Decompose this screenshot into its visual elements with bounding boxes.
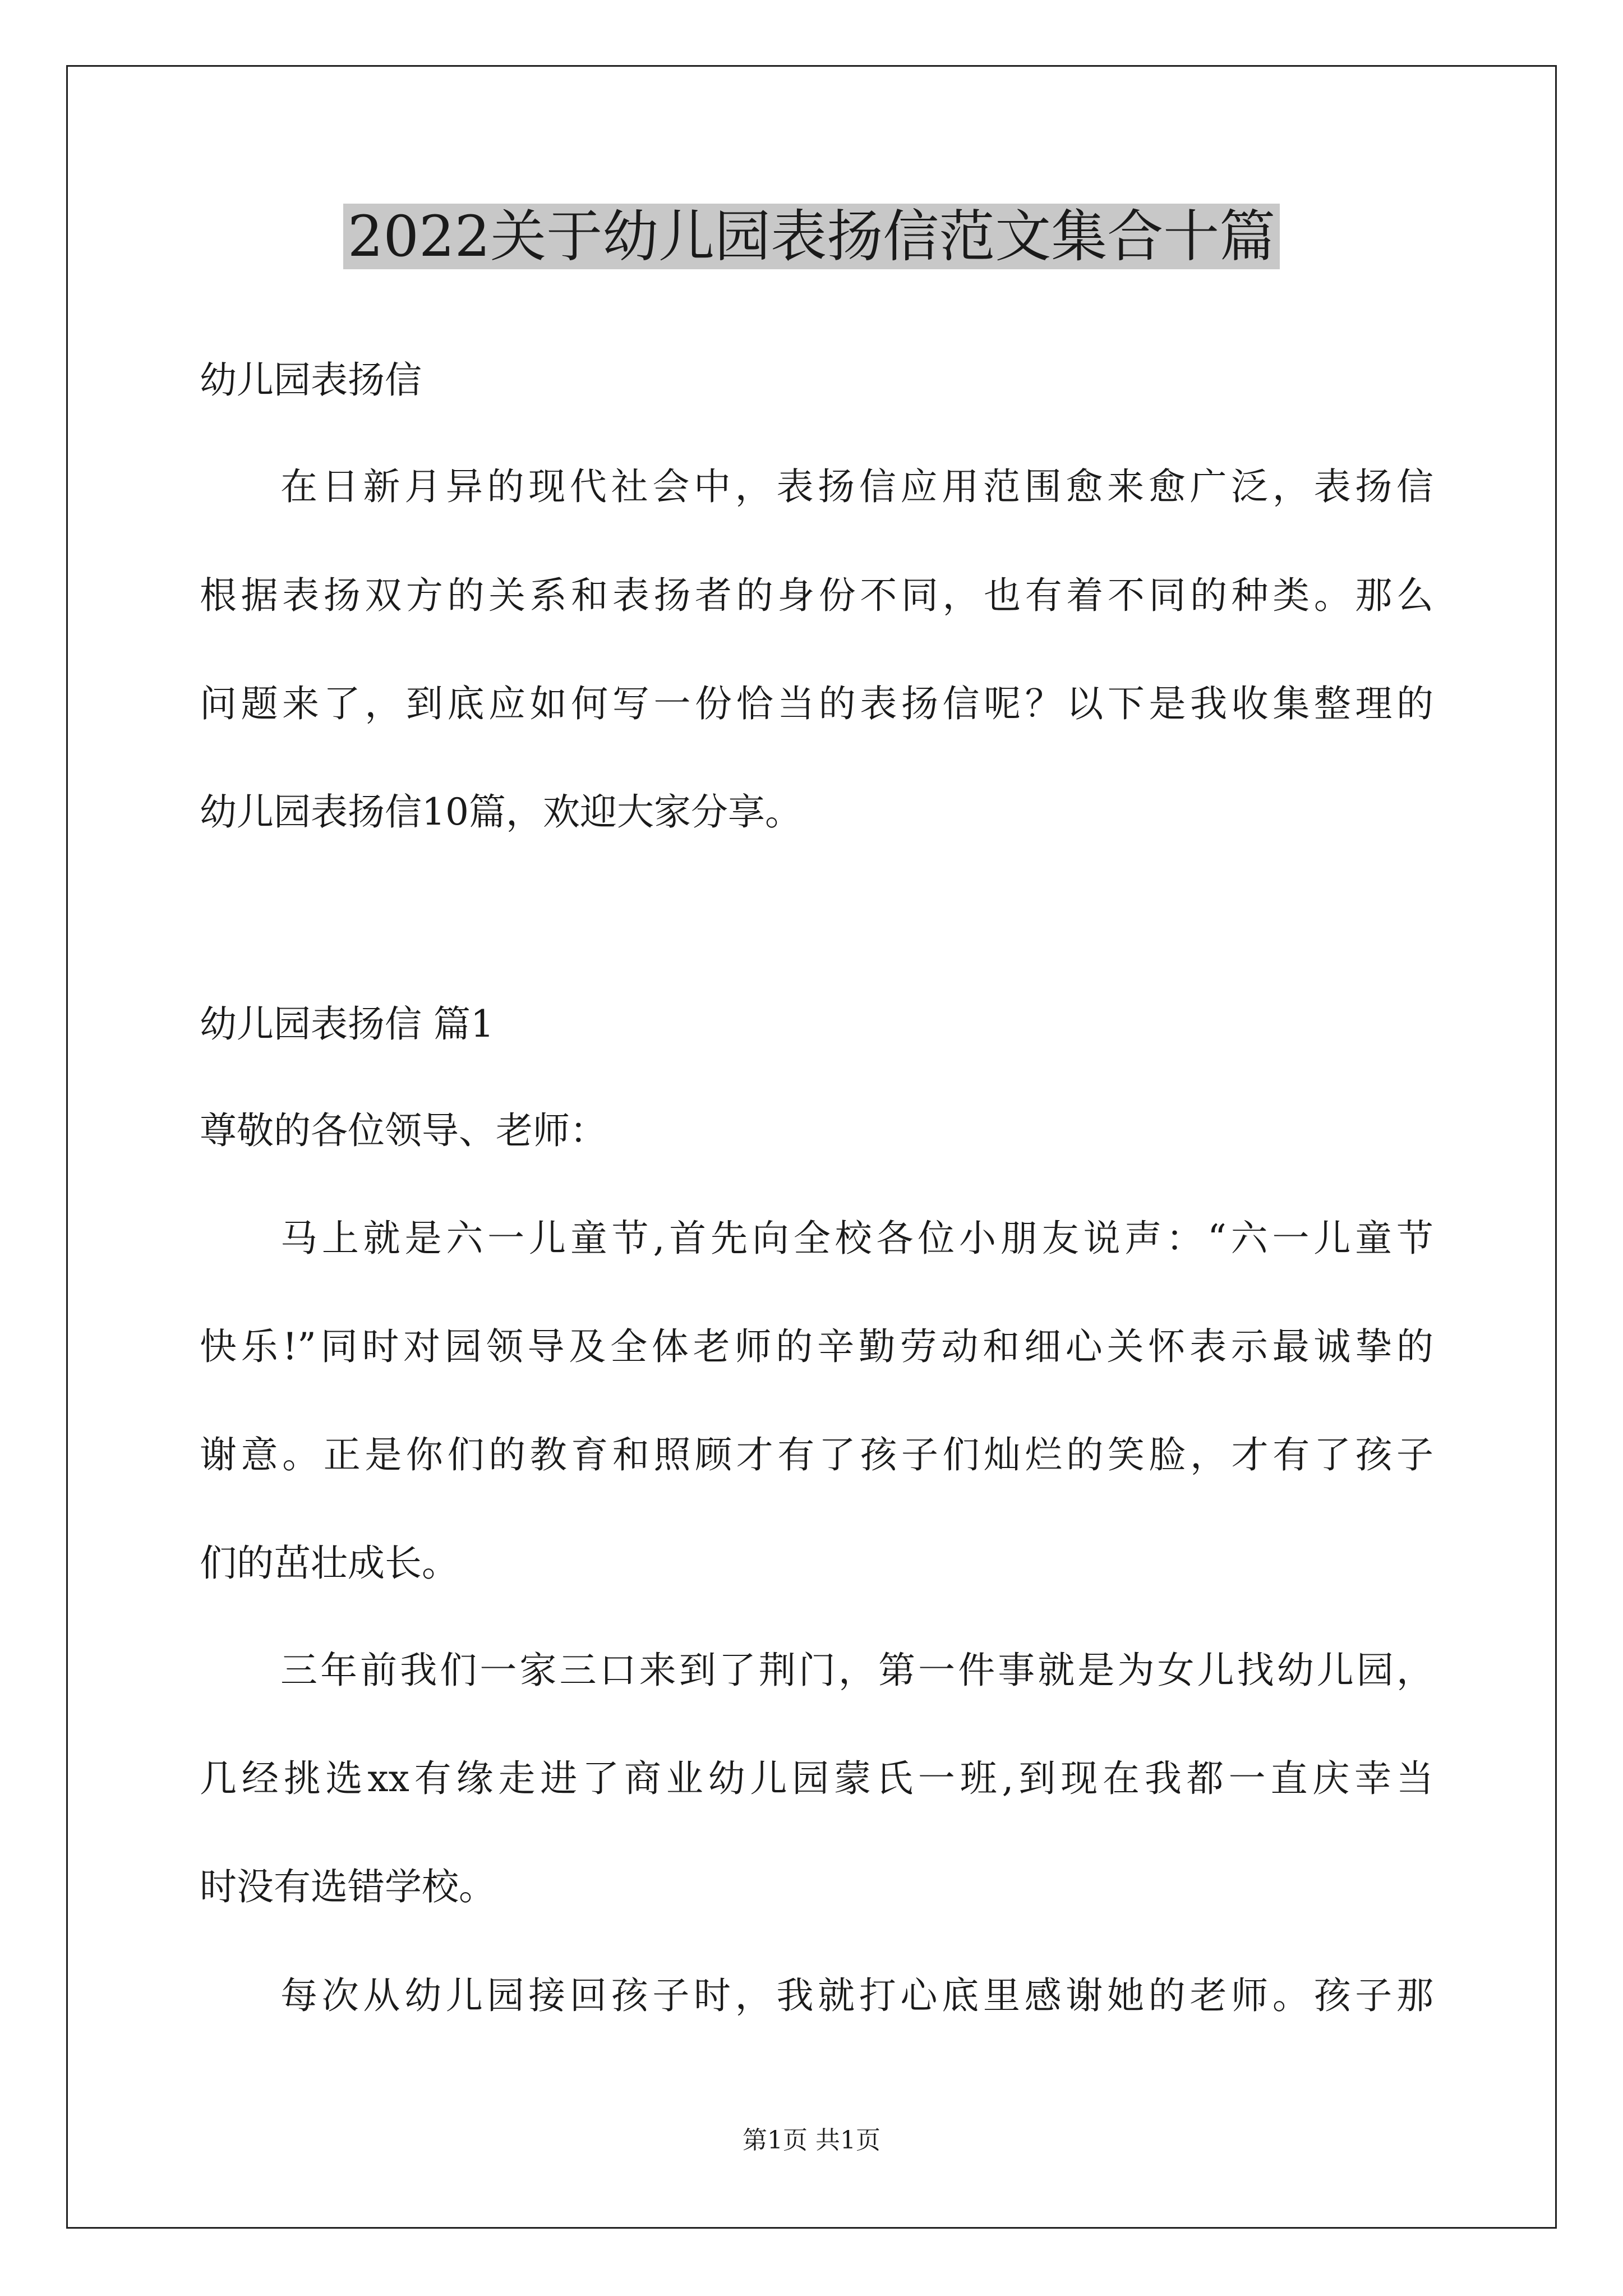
document-subtitle: 幼儿园表扬信 <box>200 358 422 402</box>
document-title <box>0 197 1623 276</box>
para2-line-3: 时没有选错学校。 <box>200 1865 496 1908</box>
para1-line-2: 快乐!”同时对园领导及全体老师的辛勤劳动和细心关怀表示最诚挚的 <box>200 1325 1433 1368</box>
section-heading: 幼儿园表扬信 篇1 <box>200 1002 494 1046</box>
para1-line-4: 们的茁壮成长。 <box>200 1542 459 1585</box>
salutation: 尊敬的各位领导、老师： <box>200 1109 607 1152</box>
para1-line-1: 马上就是六一儿童节,首先向全校各位小朋友说声：“六一儿童节 <box>280 1217 1433 1260</box>
intro-line-2: 根据表扬双方的关系和表扬者的身份不同，也有着不同的种类。那么 <box>200 574 1433 617</box>
para2-line-2: 几经挑选xx有缘走进了商业幼儿园蒙氏一班,到现在我都一直庆幸当 <box>200 1757 1433 1800</box>
intro-line-3: 问题来了，到底应如何写一份恰当的表扬信呢？以下是我收集整理的 <box>200 682 1433 725</box>
para3-line-1: 每次从幼儿园接回孩子时，我就打心底里感谢她的老师。孩子那 <box>280 1974 1433 2017</box>
para2-line-1: 三年前我们一家三口来到了荆门，第一件事就是为女儿找幼儿园， <box>280 1649 1433 1692</box>
intro-line-1: 在日新月异的现代社会中，表扬信应用范围愈来愈广泛，表扬信 <box>280 465 1433 508</box>
intro-line-4: 幼儿园表扬信10篇，欢迎大家分享。 <box>200 790 802 834</box>
para1-line-3: 谢意。正是你们的教育和照顾才有了孩子们灿烂的笑脸，才有了孩子 <box>200 1433 1433 1476</box>
page-number: 第1页 共1页 <box>743 2126 880 2155</box>
document-title-text: 2022关于幼儿园表扬信范文集合十篇 <box>343 204 1280 269</box>
